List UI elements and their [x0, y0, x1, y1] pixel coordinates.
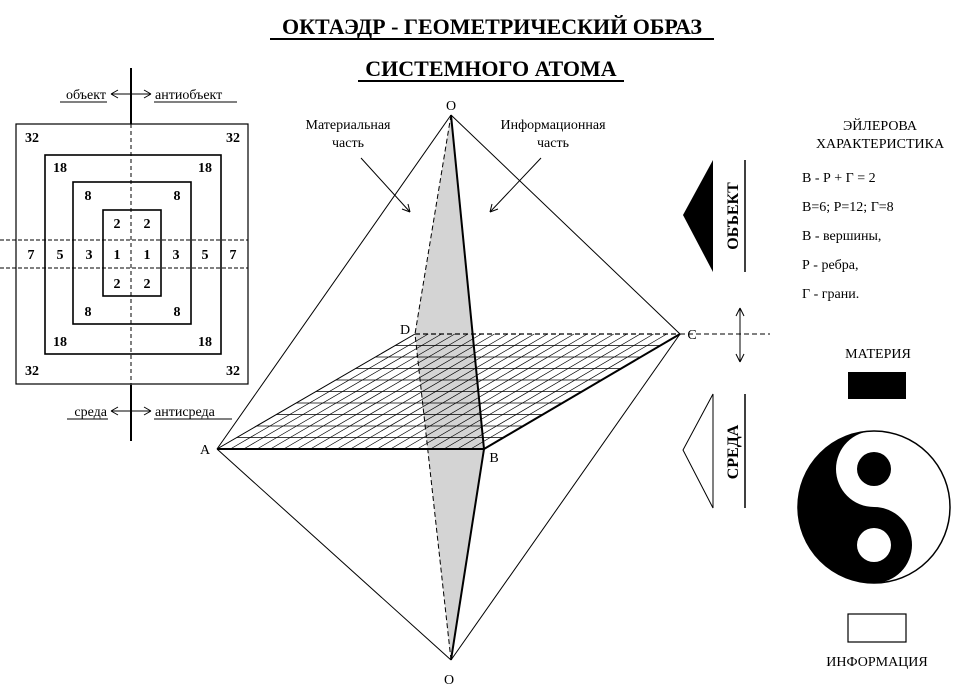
num-18-tr: 18 [198, 161, 212, 176]
title-line-2: СИСТЕМНОГО АТОМА [365, 56, 617, 81]
num-1-left: 1 [113, 248, 121, 263]
yin-yang-icon [798, 431, 950, 583]
label-environment: среда [74, 405, 107, 420]
euler-edges: Р - ребра, [802, 258, 859, 273]
label-antienvironment: антисреда [155, 405, 215, 420]
vertex-b: B [489, 451, 499, 466]
legend-matter-label: МАТЕРИЯ [845, 347, 911, 362]
vertex-o-top: O [445, 99, 457, 114]
edge-o2-a [217, 449, 451, 660]
object-triangle [683, 160, 713, 272]
environment-marker [683, 394, 745, 508]
num-32-bl: 32 [25, 364, 39, 379]
vertex-a: A [199, 443, 211, 458]
arrow-material [361, 158, 410, 212]
num-18-br: 18 [198, 335, 212, 350]
num-2-tl: 2 [113, 217, 121, 232]
num-5-left: 5 [56, 248, 64, 263]
arrow-vertical-double [736, 308, 744, 362]
num-7-right: 7 [229, 248, 237, 263]
info-label-1: Информационная [500, 118, 606, 133]
num-8-br: 8 [173, 305, 181, 320]
object-label: ОБЪЕКТ [725, 182, 742, 250]
label-object: объект [66, 88, 106, 103]
edge-o2-c [451, 334, 680, 660]
num-18-tl: 18 [53, 161, 67, 176]
euler-faces: Г - грани. [802, 287, 860, 302]
title-line-1: ОКТАЭДР - ГЕОМЕТРИЧЕСКИЙ ОБРАЗ [281, 14, 703, 39]
num-8-tl: 8 [84, 189, 92, 204]
num-1-right: 1 [143, 248, 151, 263]
material-label-1: Материальная [305, 118, 391, 133]
legend-matter-swatch [848, 372, 906, 399]
num-3-right: 3 [172, 248, 180, 263]
num-2-br: 2 [143, 277, 151, 292]
euler-heading-1: ЭЙЛЕРОВА [842, 119, 918, 134]
num-8-tr: 8 [173, 189, 181, 204]
arrow-info [490, 158, 541, 212]
shell-square-2 [103, 210, 161, 296]
environment-label: СРЕДА [725, 424, 742, 480]
euler-block [802, 117, 945, 302]
octahedron [200, 99, 770, 688]
euler-formula: В - Р + Г = 2 [802, 171, 876, 186]
legend-block [798, 347, 950, 670]
num-5-right: 5 [201, 248, 209, 263]
num-32-br: 32 [226, 364, 240, 379]
vertex-d: D [399, 323, 411, 338]
num-18-bl: 18 [53, 335, 67, 350]
shell-square-32 [16, 124, 248, 384]
num-2-tr: 2 [143, 217, 151, 232]
vertex-c: C [687, 328, 697, 343]
num-32-tr: 32 [226, 131, 240, 146]
num-7-left: 7 [27, 248, 35, 263]
environment-triangle [683, 394, 713, 508]
euler-heading-2: ХАРАКТЕРИСТИКА [815, 137, 945, 152]
info-label-2: часть [537, 136, 569, 151]
num-8-bl: 8 [84, 305, 92, 320]
label-antiobject: антиобъект [155, 88, 223, 103]
vertex-o-bottom: O [443, 673, 455, 688]
num-3-left: 3 [85, 248, 93, 263]
legend-information-label: ИНФОРМАЦИЯ [826, 655, 928, 670]
euler-values: В=6; Р=12; Г=8 [802, 200, 894, 215]
num-2-bl: 2 [113, 277, 121, 292]
edge-o-a [217, 115, 451, 449]
legend-information-swatch [848, 614, 906, 642]
num-32-tl: 32 [25, 131, 39, 146]
shell-diagram [0, 68, 248, 441]
material-label-2: часть [332, 136, 364, 151]
object-marker [683, 160, 745, 272]
euler-vertices: В - вершины, [802, 229, 882, 244]
